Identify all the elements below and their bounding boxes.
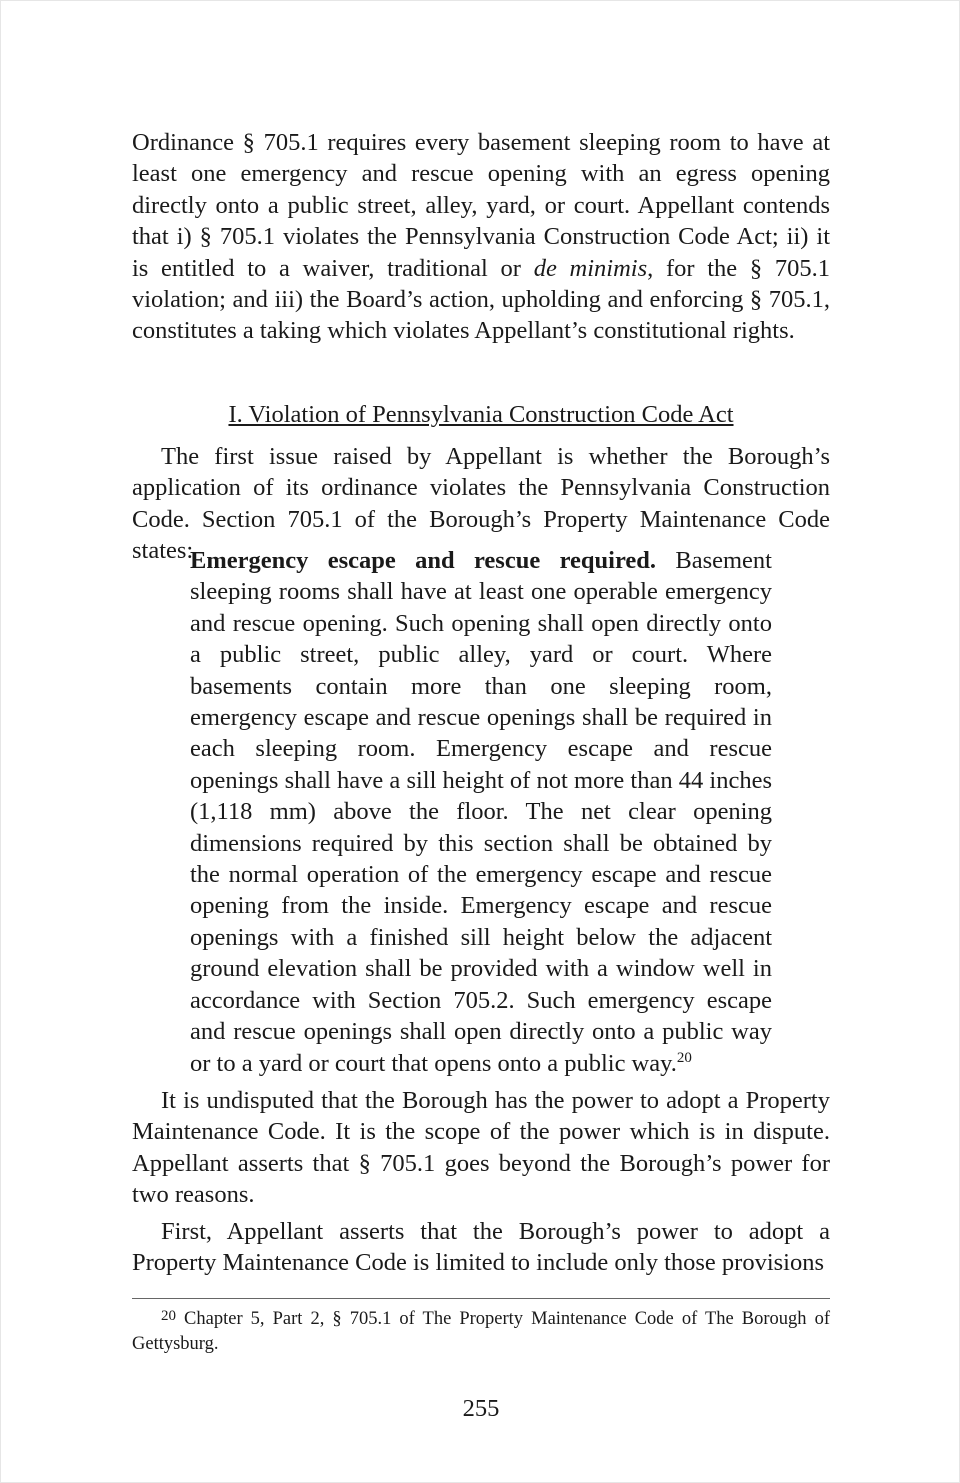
block-quote-body: Basement sleeping rooms shall have at least one operable emergency and rescue opening. Such opening shall open directly onto a public street, public alley, yard or court. Where basements contain more than one sleeping room, emergency escape and rescue openings shall be required in each sleeping room. Emergency escape and rescue openings shall have a sill height of not more than 44 inches (1,118 mm) above the floor. The net clear opening dimensions required by this section shall be obtained by the normal operation of the emergency escape and rescue opening from the inside. Emergency escape and rescue openings with a finished sill height below the adjacent ground elevation shall be provided with a window well in accordance with Section 705.2. Such emergency escape and rescue openings shall open directly onto a public way or to a yard or court that opens onto a public way. [190, 547, 772, 1077]
paragraph-intro [132, 127, 830, 347]
paragraph-intro-text-start: Ordinance § 705.1 requires every basement sleeping room to have at least one emergency and rescue opening with an egress opening directly onto a public street, alley, yard, or court. Appellant contends that i) § 705.1 violates the Pennsylvania Construction Code Act; ii) it is entitled to a waiver, traditional or [132, 129, 830, 282]
section-heading: I. Violation of Pennsylvania Construction Code Act [228, 401, 734, 428]
footnote-text: Chapter 5, Part 2, § 705.1 of The Property Maintenance Code of The Borough of Gettysburg. [132, 1309, 830, 1354]
paragraph-first-assertion-text: First, Appellant asserts that the Borough’s power to adopt a Property Maintenance Code is limited to include only those provisions [132, 1218, 830, 1277]
block-quote-title: Emergency escape and rescue required. [190, 547, 657, 574]
footnote [132, 1307, 830, 1357]
paragraph-first-issue-text: The first issue raised by Appellant is whether the Borough’s application of its ordinance violates the Pennsylvania Construction Code. Section 705.1 of the Borough’s Property Maintenance Code states: [132, 443, 830, 565]
paragraph-intro-text-end: , for the § 705.1 violation; and iii) the Board’s action, upholding and enforcing § 705.1, constitutes a taking which violates Appellant’s constitutional rights. [132, 254, 830, 345]
paragraph-undisputed [132, 1085, 830, 1211]
paragraph-first-assertion [132, 1216, 830, 1279]
footnote-divider [132, 1298, 830, 1299]
footnote-number: 20 [161, 1308, 176, 1324]
italic-term: de minimis [533, 254, 648, 282]
paragraph-undisputed-text: It is undisputed that the Borough has the power to adopt a Property Maintenance Code. It is the scope of the power which is in dispute. Appellant asserts that § 705.1 goes beyond the Borough’s power for two reasons. [132, 1087, 830, 1209]
footnote-reference[interactable]: 20 [676, 1049, 692, 1066]
block-quote [190, 545, 772, 1079]
page-number: 255 [462, 1395, 500, 1422]
